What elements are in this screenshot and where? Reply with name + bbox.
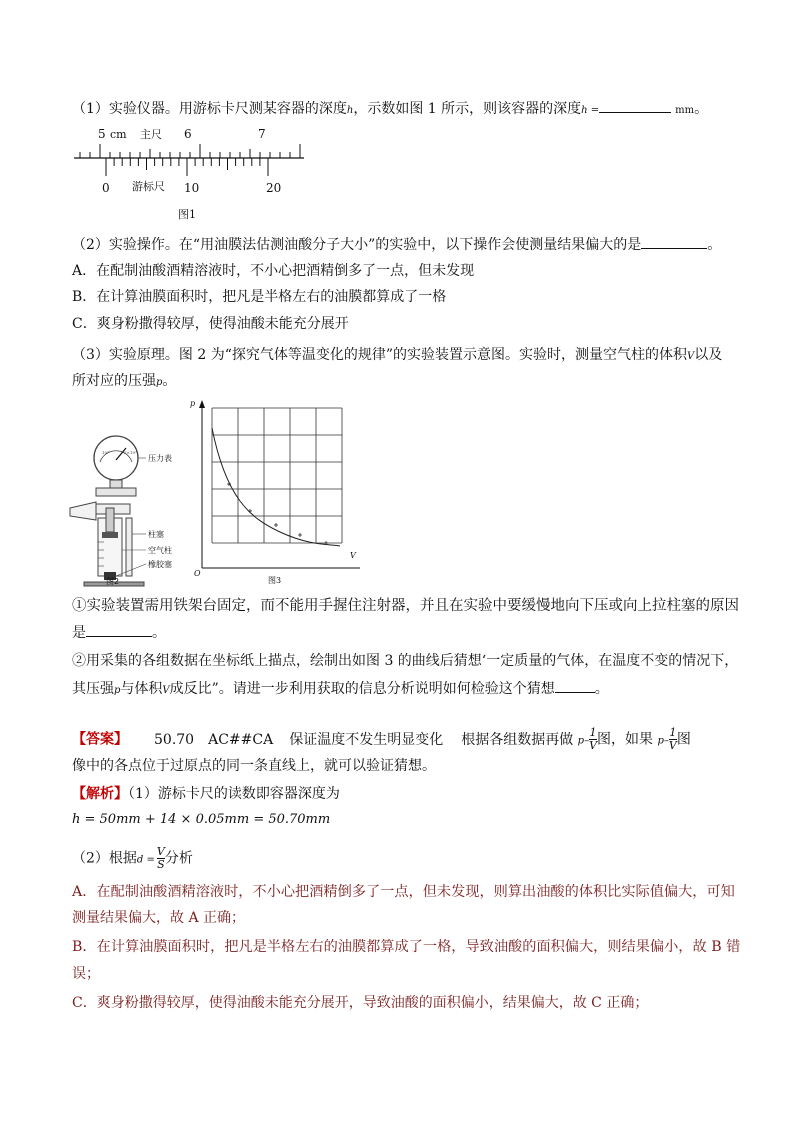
fig1-label-7: 7 xyxy=(258,127,266,141)
answer-line-2: 像中的各点位于过原点的同一条直线上，就可以验证猜想。 xyxy=(72,758,436,774)
answer-4a: 根据各组数据再做 xyxy=(461,731,574,748)
label-pressure-gauge: 压力表 xyxy=(148,454,172,463)
fig3-points xyxy=(227,482,328,545)
q2-option-c: C．爽身粉撒得较厚，使得油酸未能充分展开 xyxy=(72,316,349,332)
analysis-b-1: B．在计算油膜面积时，把凡是半格左右的油膜都算成了一格，导致油酸的面积偏大，则结果偏小，故 B 错 xyxy=(72,939,741,955)
fig1-vernier-20: 20 xyxy=(266,181,282,195)
fig1-vernier-label: 游标尺 xyxy=(132,180,165,193)
svg-text:2×10⁵: 2×10⁵ xyxy=(124,450,137,455)
q2-answer-blank[interactable] xyxy=(641,234,707,249)
answer-fraction-1: $\frac{1}{V}$ xyxy=(589,726,598,752)
q1-unit: mm xyxy=(675,105,695,116)
fig2-caption: 图2 xyxy=(106,577,120,586)
fig1-label-6: 6 xyxy=(184,127,192,141)
analysis-formula-h: h = 50mm + 14 × 0.05mm = 50.70mm xyxy=(72,812,331,827)
sub1-answer-blank[interactable] xyxy=(86,622,152,637)
fig1-label-cm: cm xyxy=(110,128,127,141)
figure-2-apparatus xyxy=(66,400,196,590)
figure-3-pv-graph xyxy=(190,398,370,588)
sub1-line-2: 是 。 xyxy=(72,622,732,643)
analysis-c-1: C．爽身粉撒得较厚，使得油酸未能充分展开，导致油酸的面积偏小，结果偏大，故 C 正确； xyxy=(72,995,649,1011)
q3-line-1: （3）实验原理。图 2 为“探究气体等温变化的规律”的实验装置示意图。实验时，测量空气柱的体积V以及 xyxy=(72,347,723,363)
fig1-label-5: 5 xyxy=(98,127,106,141)
q1-eq: h = xyxy=(581,105,600,116)
fig1-vernier-10: 10 xyxy=(184,181,200,195)
analysis-b-2: 误； xyxy=(72,966,100,982)
pressure-gauge xyxy=(94,436,138,480)
sub2-line-2: 其压强p与体积V成反比”。请进一步利用获取的信息分析说明如何检验这个猜想 。 xyxy=(72,678,732,701)
q1-mid: ，示数如图 1 所示，则该容器的深度 xyxy=(353,101,582,117)
plunger xyxy=(106,508,114,532)
sub2-answer-blank[interactable] xyxy=(555,678,595,693)
answer-tag: 【答案】 xyxy=(72,731,128,748)
answer-line-1: 【答案】 50.70 AC##CA 保证温度不发生明显变化 根据各组数据再做 p– $\frac{1}{V}$ 图，如果 p– $\frac{1}{V}$ 图 xyxy=(72,726,691,752)
answer-2: AC##CA xyxy=(208,731,274,748)
svg-text:10⁵: 10⁵ xyxy=(102,450,109,455)
fig3-axis-v: V xyxy=(350,551,356,560)
sub1-line-1: ①实验装置需用铁架台固定，而不能用手握住注射器，并且在实验中要缓慢地向下压或向上拉柱塞的原因 xyxy=(72,598,739,614)
fig3-grid xyxy=(212,408,342,543)
q1-answer-blank[interactable] xyxy=(599,98,671,113)
analysis-a-1: A．在配制油酸酒精溶液时，不小心把酒精倒多了一点，但未发现，则算出油酸的体积比实际值偏大，可知 xyxy=(72,884,735,900)
analysis-fraction: $\frac{V}{S}$ xyxy=(156,845,165,871)
fig1-vernier-0: 0 xyxy=(102,181,110,195)
fig1-main-ticks xyxy=(80,144,300,158)
figure-1-vernier-caliper xyxy=(70,124,320,224)
fig1-vernier-ticks xyxy=(106,158,268,176)
q1-var-h: h xyxy=(346,105,354,116)
label-plunger: 柱塞 xyxy=(148,530,164,539)
fig1-label-main-scale: 主尺 xyxy=(140,128,162,141)
q3-line-2: 所对应的压强p。 xyxy=(72,373,177,389)
analysis-a-2: 测量结果偏大，故 A 正确； xyxy=(72,910,246,926)
q2-option-a: A．在配制油酸酒精溶液时，不小心把酒精倒多了一点，但未发现 xyxy=(72,263,475,279)
answer-1: 50.70 xyxy=(154,731,195,748)
q1-end: 。 xyxy=(694,101,709,117)
q2-option-b: B．在计算油膜面积时，把凡是半格左右的油膜都算成了一格 xyxy=(72,289,447,305)
fig3-y-arrow xyxy=(199,400,205,408)
fig3-origin: O xyxy=(194,569,201,578)
fig3-caption: 图3 xyxy=(268,576,282,585)
analysis-tag: 【解析】 xyxy=(72,786,128,802)
stand-bracket xyxy=(96,488,136,496)
q1-lead: （1）实验仪器。用游标卡尺测某容器的深度 xyxy=(72,101,347,117)
label-air-column: 空气柱 xyxy=(148,546,172,555)
analysis-line-1: 【解析】（1）游标卡尺的读数即容器深度为 xyxy=(72,786,340,802)
fig3-curve xyxy=(212,428,340,546)
sub2-line-1: ②用采集的各组数据在坐标纸上描点，绘制出如图 3 的曲线后猜想‘一定质量的气体，在温度不变的情况下， xyxy=(72,653,739,669)
analysis-line-3: （2）根据d = $\frac{V}{S}$ 分析 xyxy=(72,845,193,871)
label-rubber-stopper: 橡胶塞 xyxy=(148,560,172,569)
clamp xyxy=(70,502,96,520)
fig1-caption: 图1 xyxy=(178,208,196,221)
answer-3: 保证温度不发生明显变化 xyxy=(289,731,444,748)
fig3-axis-p: p xyxy=(190,399,196,408)
q2-stem: （2）实验操作。在“用油膜法估测油酸分子大小”的实验中，以下操作会使测量结果偏大的是 。 xyxy=(72,234,732,255)
piston xyxy=(102,532,118,538)
q1-line xyxy=(72,98,732,121)
answer-fraction-2: $\frac{1}{V}$ xyxy=(668,726,677,752)
